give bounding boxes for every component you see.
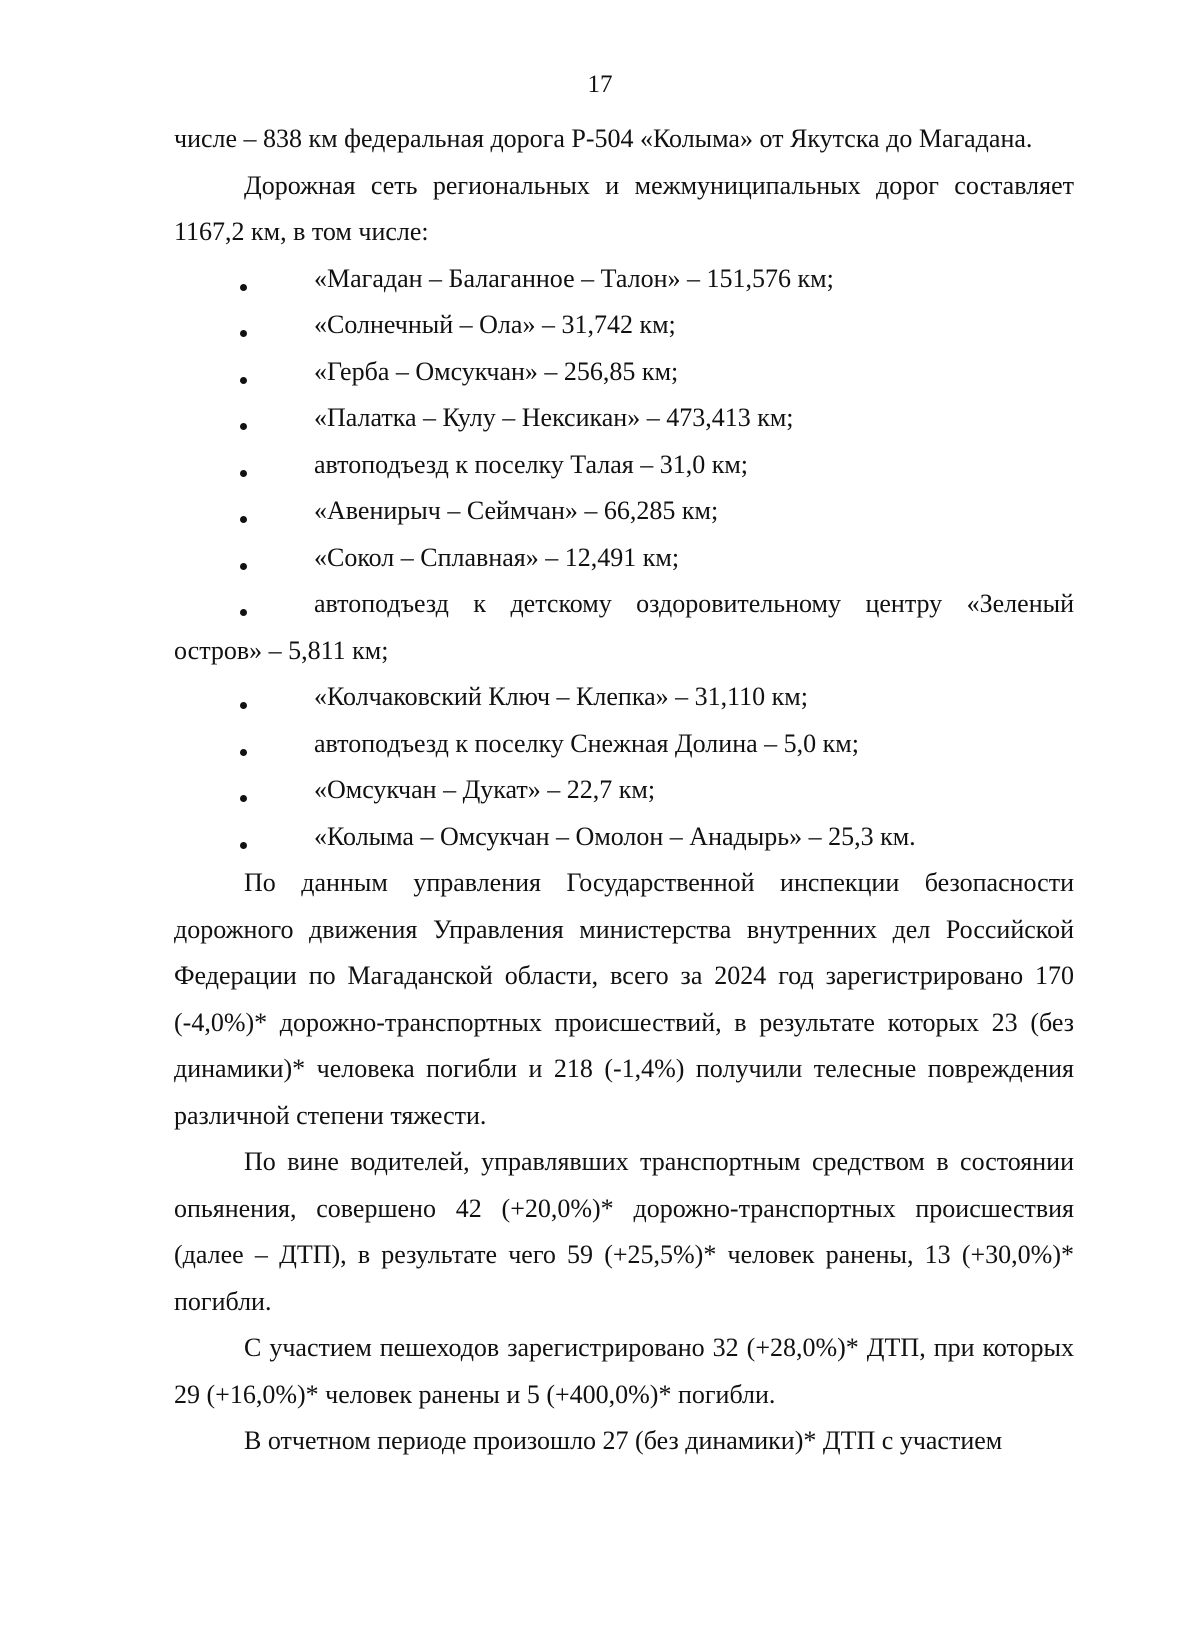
list-item-text: «Палатка – Кулу – Нексикан» – 473,413 км; [314, 403, 794, 432]
list-item-text: «Герба – Омсукчан» – 256,85 км; [314, 356, 679, 386]
document-body [174, 116, 1074, 1465]
paragraph-pedestrians: С участием пешеходов зарегистрировано 32 (+28,0%)* ДТП, при которых 29 (+16,0%)* человек ранены и 5 (+400,0%)* погибли. [174, 1333, 1074, 1409]
bullet-icon [240, 395, 248, 441]
list-item-text: «Омсукчан – Дукат» – 22,7 км; [314, 775, 656, 804]
list-item-text: «Колыма – Омсукчан – Омолон – Анадырь» – 25,3 км. [314, 821, 916, 851]
list-item-text: автоподъезд к детскому оздоровительному центру «Зеленый остров» – 5,811 км; [174, 589, 1074, 665]
paragraph-traffic-statistics: По данным управления Государственной инспекции безопасности дорожного движения Управления министерства внутренних дел Российской Федерации по Магаданской области, всего за 2024 год зарегистрировано 170 (-4,0%)* дорожно-транспортных происшествий, в результате которых 23 (без динамики)* человека погибли и 218 (-1,4%) получили телесные повреждения различной степени тяжести. [174, 868, 1074, 1130]
list-item [174, 581, 1074, 674]
list-item-text: «Колчаковский Ключ – Клепка» – 31,110 км; [314, 682, 808, 711]
list-item [174, 721, 1074, 768]
list-item [174, 488, 1074, 535]
paragraph-federal-road: числе – 838 км федеральная дорога Р-504 «Колыма» от Якутска до Магадана. [174, 124, 1033, 153]
bullet-icon [240, 767, 248, 813]
bullet-icon [240, 302, 248, 348]
list-item-text: «Сокол – Сплавная» – 12,491 км; [314, 542, 680, 572]
list-item [174, 442, 1074, 489]
bullet-icon [240, 349, 248, 395]
bullet-icon [240, 488, 248, 534]
list-item [174, 256, 1074, 303]
bullet-icon [240, 674, 248, 720]
paragraph-reporting-period: В отчетном периоде произошло 27 (без динамики)* ДТП с участием [244, 1426, 1003, 1455]
list-item-text: автоподъезд к поселку Снежная Долина – 5,0 км; [314, 728, 859, 758]
page-number: 17 [587, 71, 613, 98]
list-item [174, 349, 1074, 396]
list-item-text: автоподъезд к поселку Талая – 31,0 км; [314, 449, 749, 479]
bullet-icon [240, 256, 248, 302]
list-item [174, 674, 1074, 721]
bullet-icon [240, 721, 248, 767]
paragraph-road-network: Дорожная сеть региональных и межмуниципальных дорог составляет 1167,2 км, в том числе: [174, 170, 1074, 246]
bullet-icon [240, 814, 248, 860]
list-item [174, 535, 1074, 582]
list-item [174, 767, 1074, 814]
list-item [174, 302, 1074, 349]
list-item [174, 395, 1074, 442]
bullet-icon [240, 442, 248, 488]
paragraph-drunk-driving: По вине водителей, управлявших транспортным средством в состоянии опьянения, совершено 42 (+20,0%)* дорожно-транспортных происшествия (далее – ДТП), в результате чего 59 (+25,5%)* человек ранены, 13 (+30,0%)* погибли. [174, 1147, 1074, 1316]
list-item-text: «Авенирыч – Сеймчан» – 66,285 км; [314, 496, 719, 525]
road-list [174, 256, 1074, 861]
bullet-icon [240, 535, 248, 581]
list-item-text: «Солнечный – Ола» – 31,742 км; [314, 310, 676, 339]
list-item [174, 814, 1074, 861]
list-item-text: «Магадан – Балаганное – Талон» – 151,576 км; [314, 263, 834, 293]
bullet-icon [240, 581, 248, 627]
